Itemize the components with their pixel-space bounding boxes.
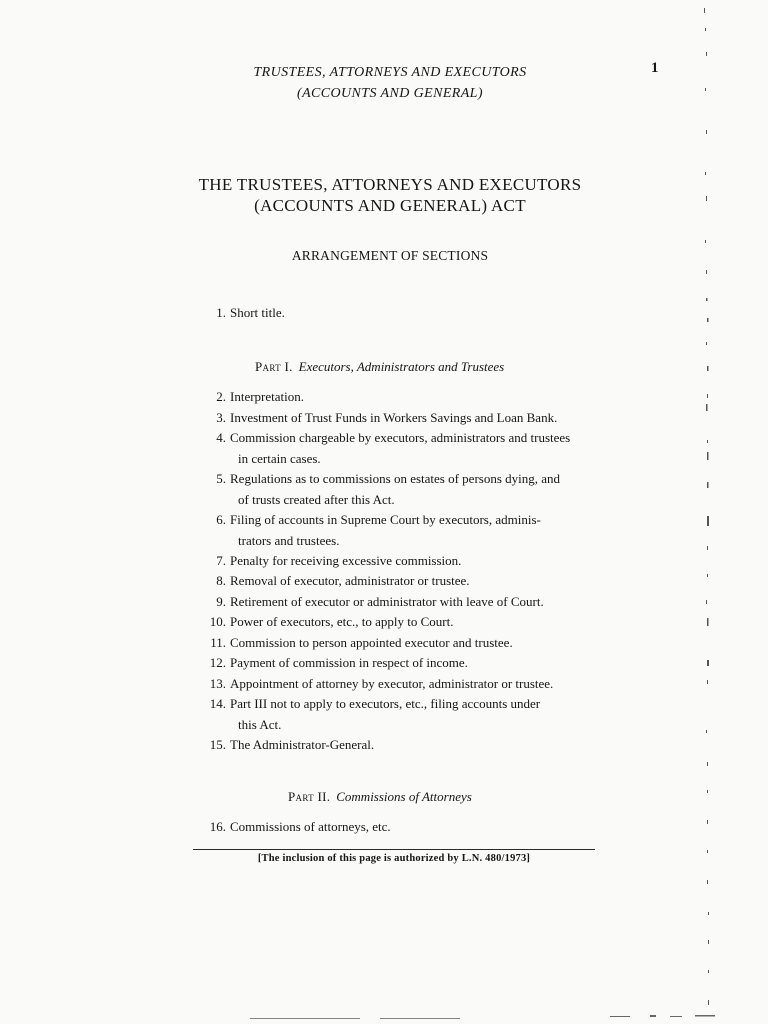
section-item bbox=[206, 551, 461, 572]
part-title: Executors, Administrators and Trustees bbox=[298, 359, 505, 374]
part-title: Commissions of Attorneys bbox=[336, 789, 472, 804]
section-number: 15. bbox=[209, 737, 226, 752]
section-text: Penalty for receiving excessive commission. bbox=[230, 553, 462, 568]
section-item bbox=[206, 674, 553, 695]
part-label: Part I. bbox=[255, 359, 293, 374]
section-text: Filing of accounts in Supreme Court by executors, adminis- bbox=[230, 512, 541, 527]
section-item bbox=[206, 633, 513, 654]
section-item bbox=[206, 571, 470, 592]
section-continuation: in certain cases. bbox=[238, 450, 321, 466]
section-number: 5. bbox=[216, 471, 226, 486]
running-header-line2: (ACCOUNTS AND GENERAL) bbox=[297, 86, 483, 101]
section-text: Payment of commission in respect of income. bbox=[230, 655, 468, 670]
act-title bbox=[140, 174, 640, 216]
section-item bbox=[206, 408, 557, 429]
section-text: Interpretation. bbox=[230, 389, 304, 404]
section-text: Regulations as to commissions on estates of persons dying, and bbox=[230, 471, 561, 486]
section-item bbox=[206, 469, 560, 510]
section-text: Removal of executor, administrator or trustee. bbox=[230, 573, 470, 588]
section-text: Power of executors, etc., to apply to Court. bbox=[230, 614, 454, 629]
section-number: 12. bbox=[209, 655, 226, 670]
section-text: Short title. bbox=[230, 305, 285, 320]
section-number: 7. bbox=[216, 553, 226, 568]
act-title-line1: THE TRUSTEES, ATTORNEYS AND EXECUTORS bbox=[198, 175, 582, 194]
footer-note: [The inclusion of this page is authorized by L.N. 480/1973] bbox=[257, 853, 531, 864]
section-continuation: trators and trustees. bbox=[238, 532, 340, 548]
part-heading bbox=[255, 359, 504, 375]
section-number: 10. bbox=[209, 614, 226, 629]
section-number: 13. bbox=[209, 676, 226, 691]
section-number: 11. bbox=[210, 635, 226, 650]
section-number: 16. bbox=[209, 819, 226, 834]
section-number: 9. bbox=[216, 594, 226, 609]
arrangement-heading: ARRANGEMENT OF SECTIONS bbox=[291, 248, 489, 263]
section-item bbox=[206, 735, 374, 756]
section-continuation: of trusts created after this Act. bbox=[238, 491, 395, 507]
section-item bbox=[206, 612, 453, 633]
section-continuation: this Act. bbox=[238, 716, 282, 732]
running-header bbox=[190, 62, 590, 104]
section-item bbox=[206, 387, 304, 408]
section-number: 3. bbox=[216, 410, 226, 425]
section-text: Appointment of attorney by executor, administrator or trustee. bbox=[230, 676, 554, 691]
scan-edge-marks bbox=[700, 0, 720, 1024]
footer-rule bbox=[193, 849, 595, 850]
section-text: Part III not to apply to executors, etc., filing accounts under bbox=[230, 696, 541, 711]
section-number: 1. bbox=[216, 305, 226, 320]
section-item bbox=[206, 653, 468, 674]
section-number: 8. bbox=[216, 573, 226, 588]
part-heading bbox=[288, 789, 472, 805]
page-number: 1 bbox=[651, 60, 659, 76]
section-item bbox=[206, 303, 285, 324]
section-item bbox=[206, 592, 544, 613]
section-number: 6. bbox=[216, 512, 226, 527]
section-text: Commissions of attorneys, etc. bbox=[230, 819, 391, 834]
section-text: Commission chargeable by executors, administrators and trustees bbox=[230, 430, 571, 445]
scan-bottom-marks bbox=[250, 1014, 720, 1022]
section-number: 14. bbox=[209, 696, 226, 711]
section-item bbox=[206, 694, 540, 735]
section-text: Investment of Trust Funds in Workers Savings and Loan Bank. bbox=[230, 410, 558, 425]
section-number: 2. bbox=[216, 389, 226, 404]
section-item bbox=[206, 510, 541, 551]
running-header-line1: TRUSTEES, ATTORNEYS AND EXECUTORS bbox=[253, 65, 527, 80]
section-text: Commission to person appointed executor and trustee. bbox=[230, 635, 513, 650]
act-title-line2: (ACCOUNTS AND GENERAL) ACT bbox=[254, 196, 526, 215]
section-text: The Administrator-General. bbox=[230, 737, 375, 752]
part-label: Part II. bbox=[288, 789, 331, 804]
section-item bbox=[206, 428, 570, 469]
section-item bbox=[206, 817, 391, 838]
section-number: 4. bbox=[216, 430, 226, 445]
section-text: Retirement of executor or administrator with leave of Court. bbox=[230, 594, 544, 609]
